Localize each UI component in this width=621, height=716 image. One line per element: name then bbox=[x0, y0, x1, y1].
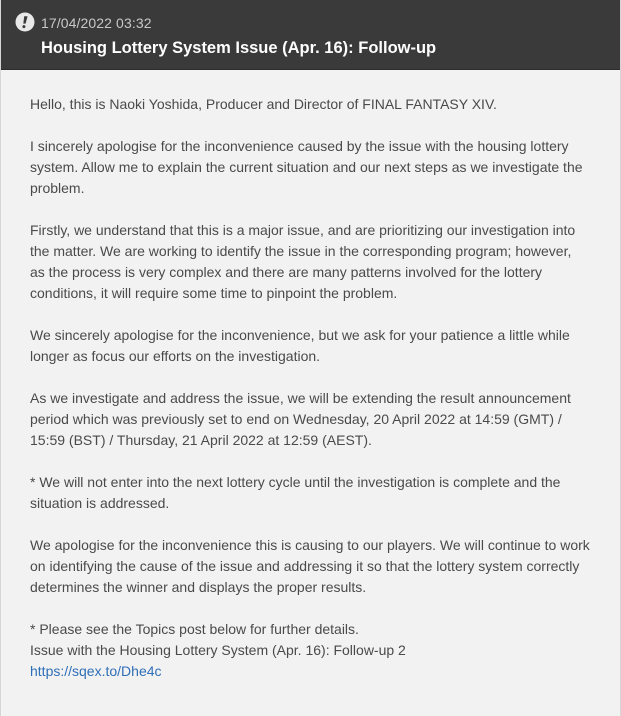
post-title: Housing Lottery System Issue (Apr. 16): Follow-up bbox=[41, 39, 437, 57]
paragraph-investigation: Firstly, we understand that this is a major issue, and are prioritizing our investigation into the matter. We are working to identify the issue in the corresponding program; however, as the process is very complex and there are many patterns involved for the lottery conditions, it will require some time to pinpoint the problem. bbox=[30, 222, 576, 301]
post-date: 17/04/2022 03:32 bbox=[41, 15, 152, 31]
related-topic-title: Issue with the Housing Lottery System (Apr. 16): Follow-up 2 bbox=[30, 642, 406, 658]
exclamation-icon bbox=[15, 12, 35, 32]
paragraph-patience: We sincerely apologise for the inconvenience, but we ask for your patience a little while longer as focus our efforts on the investigation. bbox=[30, 327, 570, 364]
post-body bbox=[1, 70, 620, 682]
post-header bbox=[1, 0, 620, 70]
paragraph-extension: As we investigate and address the issue, we will be extending the result announcement period which was previously set to end on Wednesday, 20 April 2022 at 14:59 (GMT) / 15:59 (BST) / Thursday, 21 April 2022 at 12:59 (AEST). bbox=[30, 390, 571, 448]
paragraph-details bbox=[30, 619, 590, 682]
related-topic-link[interactable]: https://sqex.to/Dhe4c bbox=[30, 663, 162, 679]
paragraph-closing: We apologise for the inconvenience this is causing to our players. We will continue to work on identifying the cause of the issue and addressing it so that the lottery system correctly determines the winner and displays the proper results. bbox=[30, 537, 590, 595]
paragraph-next-cycle-note: * We will not enter into the next lottery cycle until the investigation is complete and the situation is addressed. bbox=[30, 474, 561, 511]
details-note: * Please see the Topics post below for further details. bbox=[30, 621, 359, 637]
paragraph-greeting: Hello, this is Naoki Yoshida, Producer and Director of FINAL FANTASY XIV. bbox=[30, 96, 497, 112]
paragraph-apology: I sincerely apologise for the inconvenience caused by the issue with the housing lottery system. Allow me to explain the current situation and our next steps as we investigate the problem. bbox=[30, 138, 583, 196]
